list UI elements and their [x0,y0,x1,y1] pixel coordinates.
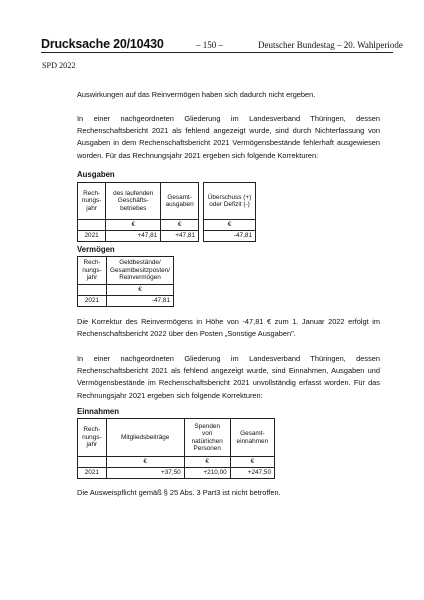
unit-cell: € [184,457,230,468]
vermoegen-table [77,256,174,307]
value-gesamtausgaben: +47,81 [161,231,199,242]
year-cell: 2021 [78,296,107,307]
party-label: SPD 2022 [42,61,76,70]
unit-cell-empty [78,285,107,296]
paragraph-5: Die Ausweispflicht gemäß § 25 Abs. 3 Part3 ist nicht betroffen. [77,488,281,497]
einnahmen-table [77,418,275,479]
col-header-ueberschuss: Überschuss (+) oder Defizit (-) [204,183,256,220]
col-header-geldbestaende: Geldbestände/ Gesamtbesitzposten/ Reinvermögen [106,257,173,285]
paragraph-3: Die Korrektur des Reinvermögens in Höhe von -47,81 € zum 1. Januar 2022 erfolgt im Rechenschaftsbericht 2022 über den Posten „Sonstige Ausgaben". [77,317,380,339]
col-header-year: Rech- nungs- jahr [78,183,106,220]
unit-cell: € [106,457,184,468]
document-number: Drucksache 20/10430 [41,37,164,51]
col-header-year: Rech- nungs- jahr [78,419,107,457]
unit-cell: € [106,220,161,231]
value-ueberschuss: -47,81 [204,231,256,242]
paragraph-2: In einer nachgeordneten Gliederung im Landesverband Thüringen, dessen Rechenschaftsbericht 2021 als fehlend angezeigt wurde, sind durch Nichterfassung von Ausgaben in dem Rechenschaftsbericht 2021 Vermögensbestände fehlerhaft ausgewiesen worden. Für das Rechnungsjahr 2021 ergeben sich folgende Korrekturen: [77,114,380,160]
value-gesamteinnahmen: +247,50 [230,468,274,479]
col-header-laufend: des laufenden Geschäfts- betriebes [106,183,161,220]
value-spenden: +210,00 [184,468,230,479]
unit-cell-empty [78,457,107,468]
unit-cell: € [204,220,256,231]
paragraph-4: In einer nachgeordneten Gliederung im Landesverband Thüringen, dessen Rechenschaftsbericht 2021 als fehlend angezeigt wurde, sind Einnahmen, Ausgaben und Vermögensbestände im Rechenschaftsbericht 2021 unvollständig erfasst worden. Für das Rechnungsjahr 2021 ergeben sich folgende Korrekturen: [77,354,380,400]
col-header-gesamtausgaben: Gesamt- ausgaben [161,183,199,220]
unit-cell-empty [78,220,106,231]
year-cell: 2021 [78,468,107,479]
heading-ausgaben: Ausgaben [77,170,115,179]
value-mitgliedsbeitraege: +37,50 [106,468,184,479]
year-cell: 2021 [78,231,106,242]
col-header-year: Rech- nungs- jahr [78,257,107,285]
header-rule [41,52,393,53]
publisher-header: Deutscher Bundestag – 20. Wahlperiode [258,40,403,50]
col-header-mitgliedsbeitraege: Mitgliedsbeiträge [106,419,184,457]
ausgaben-result-table [203,182,256,242]
col-header-spenden: Spenden von natürlichen Personen [184,419,230,457]
value-laufend: +47,81 [106,231,161,242]
unit-cell: € [106,285,173,296]
paragraph-1: Auswirkungen auf das Reinvermögen haben sich dadurch nicht ergeben. [77,90,316,99]
col-header-gesamteinnahmen: Gesamt- einnahmen [230,419,274,457]
unit-cell: € [161,220,199,231]
page-number: – 150 – [196,40,223,50]
heading-einnahmen: Einnahmen [77,407,120,416]
heading-vermoegen: Vermögen [77,245,115,254]
ausgaben-table [77,182,199,242]
value-geldbestaende: -47,81 [106,296,173,307]
unit-cell: € [230,457,274,468]
